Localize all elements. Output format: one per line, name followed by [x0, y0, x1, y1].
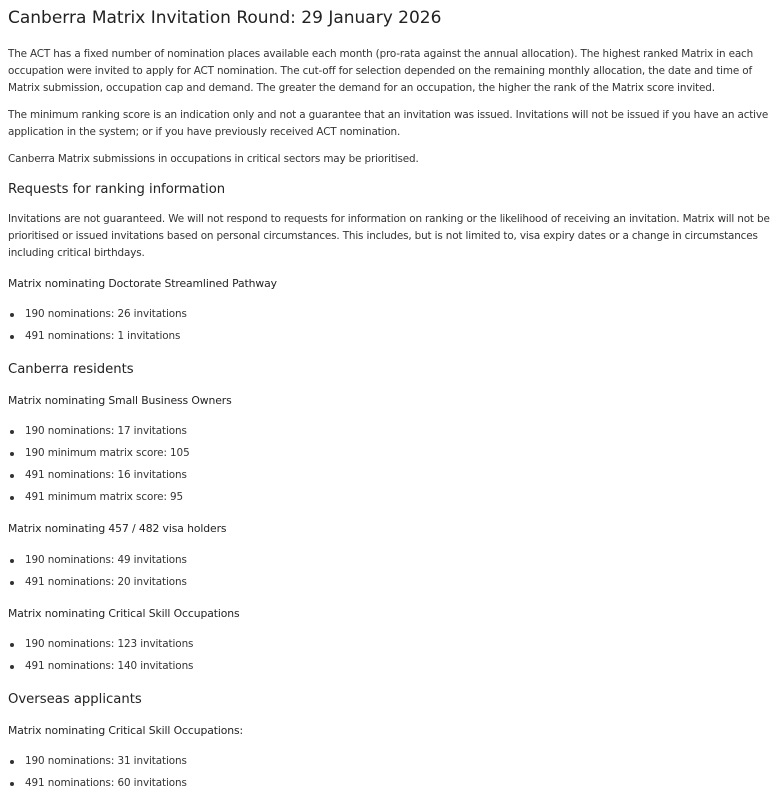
doctorate-heading: Matrix nominating Doctorate Streamlined Pathway: [8, 277, 277, 290]
canberra-residents-heading: Canberra residents: [8, 362, 134, 377]
ranking-heading: Requests for ranking information: [8, 182, 226, 197]
list-item: 491 nominations: 20 invitations: [8, 571, 770, 593]
visa-holders-list: [8, 549, 770, 593]
canberra-critical-list: [8, 633, 770, 677]
list-item: 491 minimum matrix score: 95: [8, 486, 770, 508]
doctorate-list: [8, 303, 770, 347]
canberra-critical-heading: Matrix nominating Critical Skill Occupations: [8, 607, 240, 620]
list-item: 190 nominations: 17 invitations: [8, 420, 770, 442]
intro-paragraph-2: The minimum ranking score is an indication only and not a guarantee that an invitation was issued. Invitations will not be issued if you have an active application in the system; or if you have previously received ACT nomination.: [8, 109, 769, 138]
page-title: Canberra Matrix Invitation Round: 29 January 2026: [8, 8, 442, 28]
list-item: 190 nominations: 49 invitations: [8, 549, 770, 571]
visa-holders-heading: Matrix nominating 457 / 482 visa holders: [8, 522, 227, 535]
ranking-paragraph: Invitations are not guaranteed. We will not respond to requests for information on ranking or the likelihood of receiving an invitation. Matrix will not be prioritised or issued invitations based on personal circumstances. This includes, but is not limited to, visa expiry dates or a change in circumstances including critical birthdays.: [8, 213, 770, 259]
overseas-applicants-heading: Overseas applicants: [8, 692, 142, 707]
list-item: 190 nominations: 31 invitations: [8, 750, 770, 772]
list-item: 190 nominations: 123 invitations: [8, 633, 770, 655]
list-item: 491 nominations: 16 invitations: [8, 464, 770, 486]
list-item: 491 nominations: 60 invitations: [8, 772, 770, 794]
overseas-critical-heading: Matrix nominating Critical Skill Occupations:: [8, 724, 244, 737]
intro-paragraph-3: Canberra Matrix submissions in occupations in critical sectors may be prioritised.: [8, 153, 419, 165]
list-item: 491 nominations: 140 invitations: [8, 655, 770, 677]
small-business-list: [8, 420, 770, 508]
list-item: 491 nominations: 1 invitations: [8, 325, 770, 347]
list-item: 190 nominations: 26 invitations: [8, 303, 770, 325]
small-business-heading: Matrix nominating Small Business Owners: [8, 394, 232, 407]
overseas-critical-list: [8, 750, 770, 794]
intro-paragraph-1: The ACT has a fixed number of nomination places available each month (pro-rata against the annual allocation). The highest ranked Matrix in each occupation were invited to apply for ACT nomination. The cut-off for selection depended on the remaining monthly allocation, the date and time of Matrix submission, occupation cap and demand. The greater the demand for an occupation, the higher the rank of the Matrix score invited.: [8, 48, 754, 94]
list-item: 190 minimum matrix score: 105: [8, 442, 770, 464]
